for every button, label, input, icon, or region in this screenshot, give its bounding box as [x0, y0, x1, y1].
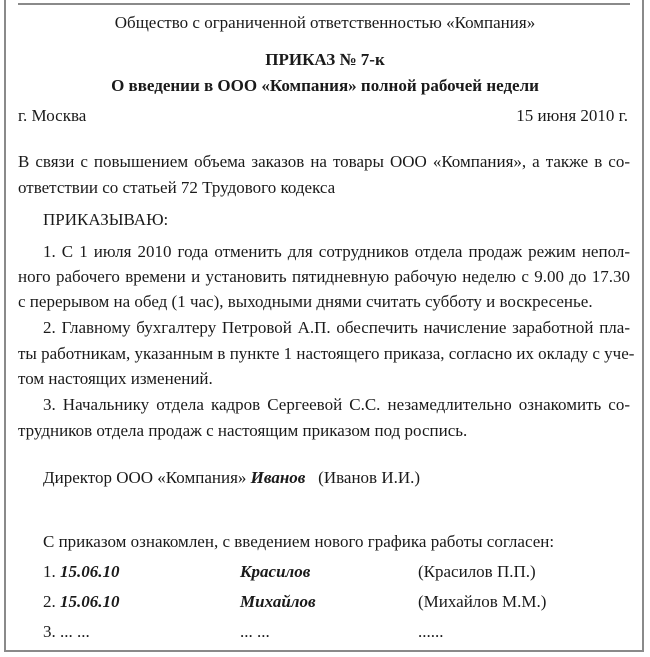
item-1-line: с перерывом на обед (1 час), выходными днями считать субботу и воскресенье.: [18, 292, 593, 311]
row-number-date: [43, 562, 120, 582]
acknowledgement-heading: С приказом ознакомлен, с введением нового графика работы согласен:: [43, 532, 555, 551]
document-subtitle: О введении в ООО «Компания» полной рабочей недели: [111, 76, 539, 95]
item-2-line: 2. Главному бухгалтеру Петровой А.П. обеспечить начисление заработной пла-: [43, 318, 630, 337]
director-signature: Иванов: [250, 468, 306, 487]
row-number: 3.: [43, 622, 56, 641]
row-number: 1.: [43, 562, 56, 581]
city: г. Москва: [18, 106, 87, 125]
row-name: ......: [418, 622, 444, 641]
row-signature: Красилов: [240, 562, 311, 581]
row-name: (Михайлов М.М.): [418, 592, 547, 611]
row-number-date: [43, 622, 90, 642]
row-signature: ... ...: [240, 622, 270, 641]
top-rule: [18, 3, 630, 5]
director-line: [43, 468, 420, 488]
document-date: 15 июня 2010 г.: [516, 106, 628, 125]
row-number-date: [43, 592, 120, 612]
row-date: ... ...: [60, 622, 90, 641]
organization-name: Общество с ограниченной ответственностью «Компания»: [114, 13, 536, 32]
document-title: ПРИКАЗ № 7-к: [265, 50, 385, 69]
row-number: 2.: [43, 592, 56, 611]
item-2-line: том настоящих изменений.: [18, 369, 213, 388]
row-signature: Михайлов: [240, 592, 316, 611]
director-position: Директор ООО «Компания»: [43, 468, 247, 487]
preamble-line: В связи с повышением объема заказов на товары ООО «Компания», а также в со-: [18, 152, 630, 171]
row-name: (Красилов П.П.): [418, 562, 536, 581]
order-word: ПРИКАЗЫВАЮ:: [43, 210, 169, 229]
item-2-line: ты работникам, указанным в пункте 1 настоящего приказа, согласно их окладу с уче-: [18, 344, 635, 363]
director-name: (Иванов И.И.): [318, 468, 421, 487]
preamble-line: ответствии со статьей 72 Трудового кодекса: [18, 178, 336, 197]
item-3-line: 3. Начальнику отдела кадров Сергеевой С.С. незамедлительно ознакомить со-: [43, 395, 630, 414]
item-1-line: 1. С 1 июля 2010 года отменить для сотрудников отдела продаж режим непол-: [43, 242, 630, 261]
row-date: 15.06.10: [60, 592, 120, 611]
item-1-line: ного рабочего времени и установить пятидневную рабочую неделю с 9.00 до 17.30: [18, 267, 630, 286]
item-3-line: трудников отдела продаж с настоящим приказом под роспись.: [18, 421, 468, 440]
row-date: 15.06.10: [60, 562, 120, 581]
